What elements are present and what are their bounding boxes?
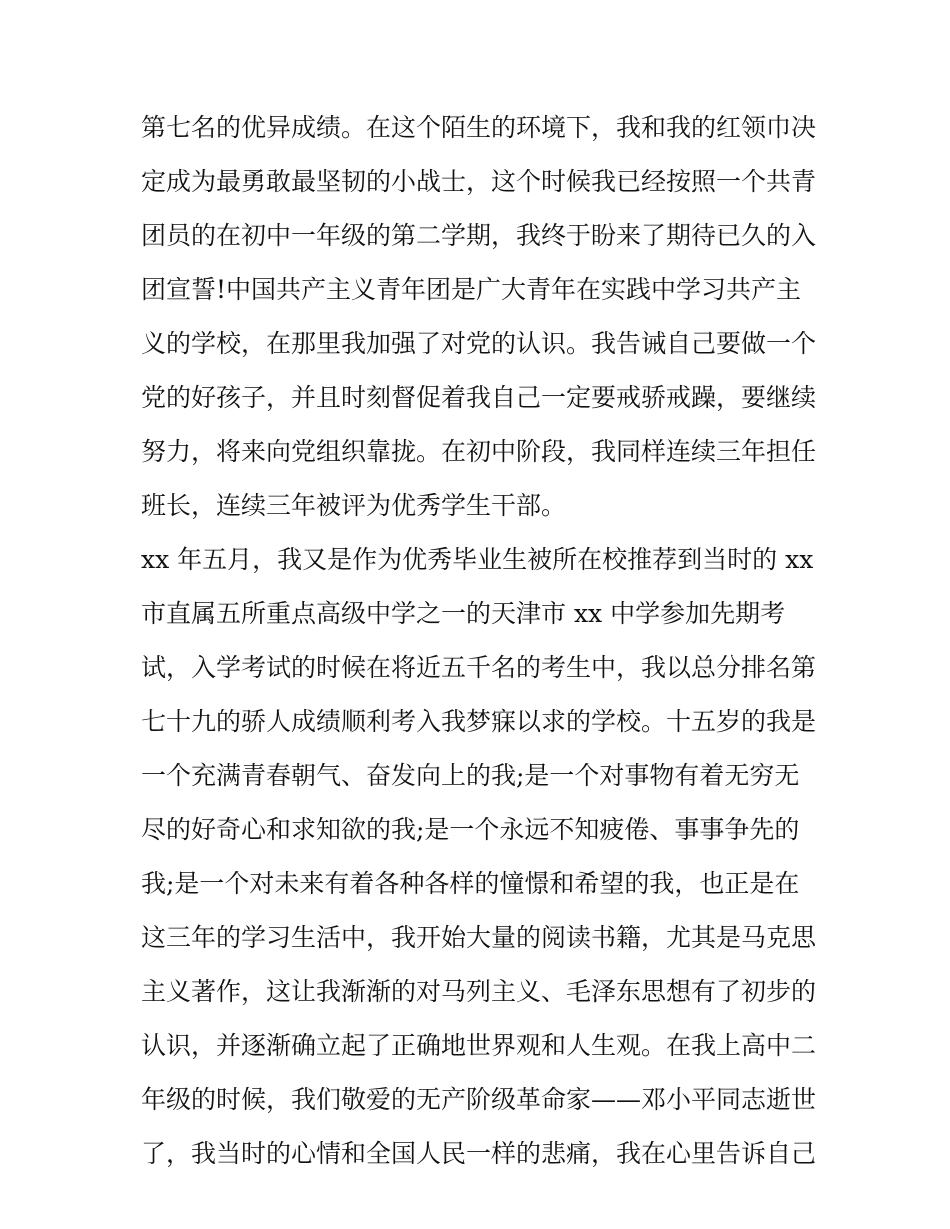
text-line: 班长，连续三年被评为优秀学生干部。 — [141, 491, 567, 520]
text-line: 这三年的学习生活中，我开始大量的阅读书籍，尤其是马克思 — [141, 923, 817, 952]
body-text — [141, 101, 821, 1181]
text-line: 认识，并逐渐确立起了正确地世界观和人生观。在我上高中二 — [141, 1031, 817, 1060]
text-line: 第七名的优异成绩。在这个陌生的环境下，我和我的红领巾决 — [141, 113, 817, 142]
paragraph-1 — [141, 101, 821, 533]
text-line: 尽的好奇心和求知欲的我;是一个永远不知疲倦、事事争先的 — [141, 815, 800, 844]
text-line: 党的好孩子，并且时刻督促着我自己一定要戒骄戒躁，要继续 — [141, 383, 817, 412]
text-line: 义的学校，在那里我加强了对党的认识。我告诫自己要做一个 — [141, 329, 817, 358]
text-line: xx 年五月，我又是作为优秀毕业生被所在校推荐到当时的 xx — [141, 545, 814, 574]
text-line: 定成为最勇敢最坚韧的小战士，这个时候我已经按照一个共青 — [141, 167, 817, 196]
text-line: 了，我当时的心情和全国人民一样的悲痛，我在心里告诉自己 — [141, 1139, 817, 1168]
paragraph-2 — [141, 533, 821, 1181]
text-line: 主义著作，这让我渐渐的对马列主义、毛泽东思想有了初步的 — [141, 977, 817, 1006]
text-line: 我;是一个对未来有着各种各样的憧憬和希望的我，也正是在 — [141, 869, 800, 898]
text-line: 七十九的骄人成绩顺利考入我梦寐以求的学校。十五岁的我是 — [141, 707, 817, 736]
text-line: 努力，将来向党组织靠拢。在初中阶段，我同样连续三年担任 — [141, 437, 817, 466]
text-line: 团员的在初中一年级的第二学期，我终于盼来了期待已久的入 — [141, 221, 817, 250]
text-line: 市直属五所重点高级中学之一的天津市 xx 中学参加先期考 — [141, 599, 786, 628]
text-line: 一个充满青春朝气、奋发向上的我;是一个对事物有着无穷无 — [141, 761, 800, 790]
text-line: 试，入学考试的时候在将近五千名的考生中，我以总分排名第 — [141, 653, 817, 682]
text-line: 年级的时候，我们敬爱的无产阶级革命家——邓小平同志逝世 — [141, 1085, 817, 1114]
text-line: 团宣誓!中国共产主义青年团是广大青年在实践中学习共产主 — [141, 275, 802, 304]
